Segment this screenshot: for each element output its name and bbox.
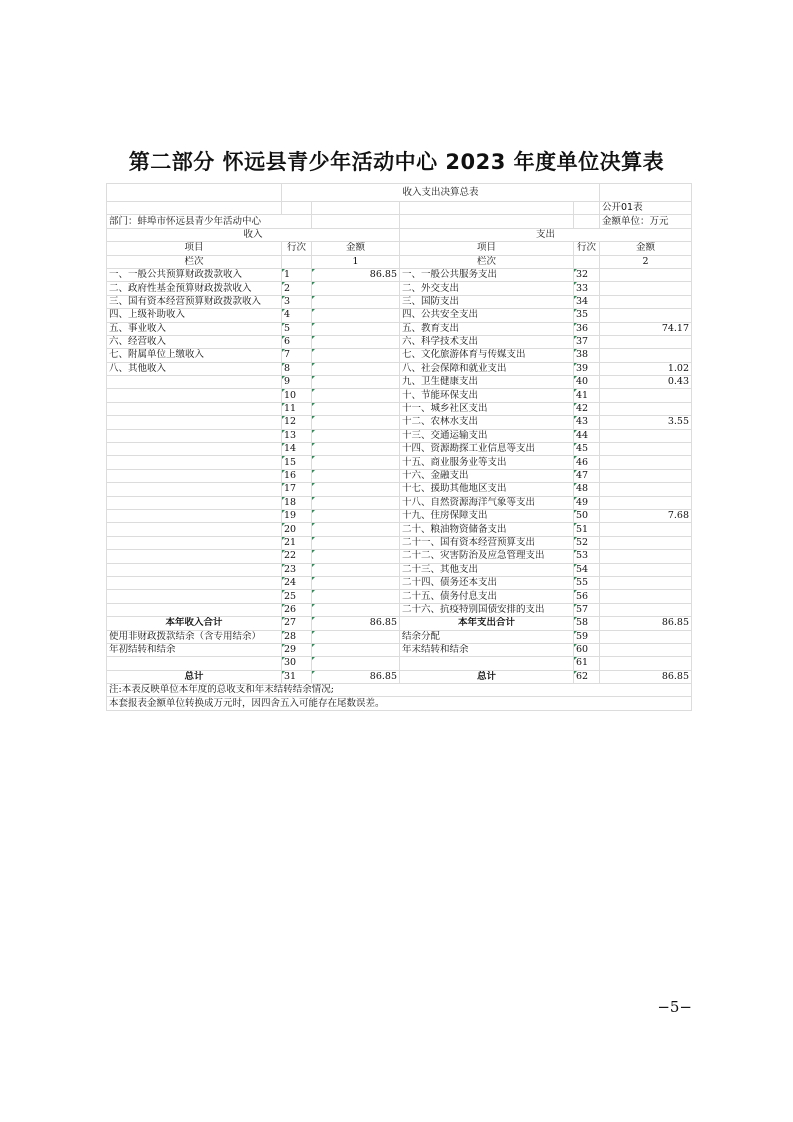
expense-amount-cell: 74.17 bbox=[600, 322, 692, 335]
expense-item-cell: 本年支出合计 bbox=[400, 617, 574, 630]
income-row-number: 14 bbox=[282, 443, 312, 456]
income-amount-cell bbox=[312, 402, 400, 415]
expense-amount-cell bbox=[600, 496, 692, 509]
table-row bbox=[107, 617, 692, 630]
income-row-number: 5 bbox=[282, 322, 312, 335]
page-title: 第二部分 怀远县青少年活动中心 2023 年度单位决算表 bbox=[128, 150, 665, 174]
income-row-number: 27 bbox=[282, 617, 312, 630]
income-amount-cell bbox=[312, 523, 400, 536]
expense-row-number: 49 bbox=[574, 496, 600, 509]
table-row bbox=[107, 309, 692, 322]
income-row-number: 11 bbox=[282, 402, 312, 415]
table-row bbox=[107, 590, 692, 603]
lanci-number: 1 bbox=[312, 255, 400, 268]
expense-amount-cell bbox=[600, 563, 692, 576]
form-no-row bbox=[107, 202, 692, 215]
expense-row-number: 60 bbox=[574, 643, 600, 656]
income-row-number: 23 bbox=[282, 563, 312, 576]
expense-row-number: 35 bbox=[574, 309, 600, 322]
expense-row-number: 34 bbox=[574, 295, 600, 308]
table-row bbox=[107, 509, 692, 522]
income-row-number: 25 bbox=[282, 590, 312, 603]
income-item-cell bbox=[107, 402, 282, 415]
income-item-cell bbox=[107, 523, 282, 536]
expense-amount-cell bbox=[600, 443, 692, 456]
expense-item-cell: 十七、援助其他地区支出 bbox=[400, 483, 574, 496]
table-row bbox=[107, 576, 692, 589]
expense-row-number: 41 bbox=[574, 389, 600, 402]
income-item-cell bbox=[107, 376, 282, 389]
income-amount-cell bbox=[312, 322, 400, 335]
income-row-number: 8 bbox=[282, 362, 312, 375]
expense-item-cell: 八、社会保障和就业支出 bbox=[400, 362, 574, 375]
table-row bbox=[107, 630, 692, 643]
income-row-number: 12 bbox=[282, 416, 312, 429]
table-row bbox=[107, 483, 692, 496]
income-amount-cell bbox=[312, 349, 400, 362]
income-row-number: 19 bbox=[282, 509, 312, 522]
income-amount-cell bbox=[312, 469, 400, 482]
table-row bbox=[107, 456, 692, 469]
expense-amount-cell: 3.55 bbox=[600, 416, 692, 429]
income-amount-cell bbox=[312, 590, 400, 603]
expense-item-cell: 十二、农林水支出 bbox=[400, 416, 574, 429]
income-amount-cell bbox=[312, 389, 400, 402]
expense-row-number: 42 bbox=[574, 402, 600, 415]
income-row-number: 3 bbox=[282, 295, 312, 308]
income-amount-cell bbox=[312, 657, 400, 670]
expense-row-number: 33 bbox=[574, 282, 600, 295]
expense-amount-cell bbox=[600, 590, 692, 603]
expense-item-cell bbox=[400, 657, 574, 670]
expense-item-cell: 十、节能环保支出 bbox=[400, 389, 574, 402]
expense-amount-cell bbox=[600, 630, 692, 643]
income-item-cell bbox=[107, 429, 282, 442]
income-item-cell: 五、事业收入 bbox=[107, 322, 282, 335]
col-amount-header: 金额 bbox=[600, 242, 692, 255]
expense-row-number: 40 bbox=[574, 376, 600, 389]
expense-amount-cell bbox=[600, 550, 692, 563]
income-amount-cell bbox=[312, 483, 400, 496]
income-item-cell: 年初结转和结余 bbox=[107, 643, 282, 656]
income-item-cell: 三、国有资本经营预算财政拨款收入 bbox=[107, 295, 282, 308]
income-row-number: 6 bbox=[282, 335, 312, 348]
income-amount-cell bbox=[312, 576, 400, 589]
expense-amount-cell: 0.43 bbox=[600, 376, 692, 389]
expense-row-number: 56 bbox=[574, 590, 600, 603]
income-row-number: 18 bbox=[282, 496, 312, 509]
table-row bbox=[107, 402, 692, 415]
expense-row-number: 36 bbox=[574, 322, 600, 335]
expense-item-cell: 五、教育支出 bbox=[400, 322, 574, 335]
expense-header: 支出 bbox=[400, 228, 692, 241]
income-item-cell bbox=[107, 496, 282, 509]
expense-item-cell: 十三、交通运输支出 bbox=[400, 429, 574, 442]
income-row-number: 4 bbox=[282, 309, 312, 322]
income-row-number: 1 bbox=[282, 268, 312, 281]
expense-item-cell: 二、外交支出 bbox=[400, 282, 574, 295]
expense-amount-cell bbox=[600, 268, 692, 281]
income-amount-cell bbox=[312, 536, 400, 549]
income-item-cell: 七、附属单位上缴收入 bbox=[107, 349, 282, 362]
expense-item-cell: 二十一、国有资本经营预算支出 bbox=[400, 536, 574, 549]
col-row-header: 行次 bbox=[574, 242, 600, 255]
table-row bbox=[107, 349, 692, 362]
expense-amount-cell bbox=[600, 389, 692, 402]
expense-item-cell: 十六、金融支出 bbox=[400, 469, 574, 482]
income-expense-table bbox=[106, 183, 692, 711]
expense-row-number: 38 bbox=[574, 349, 600, 362]
expense-amount-cell bbox=[600, 576, 692, 589]
income-item-cell bbox=[107, 576, 282, 589]
expense-amount-cell bbox=[600, 523, 692, 536]
income-row-number: 26 bbox=[282, 603, 312, 616]
lanci-label: 栏次 bbox=[107, 255, 282, 268]
col-item-header: 项目 bbox=[107, 242, 282, 255]
lanci-label: 栏次 bbox=[400, 255, 574, 268]
expense-item-cell: 三、国防支出 bbox=[400, 295, 574, 308]
income-item-cell: 四、上级补助收入 bbox=[107, 309, 282, 322]
expense-amount-cell: 86.85 bbox=[600, 617, 692, 630]
expense-amount-cell bbox=[600, 456, 692, 469]
table-row bbox=[107, 429, 692, 442]
expense-item-cell: 十八、自然资源海洋气象等支出 bbox=[400, 496, 574, 509]
table-row bbox=[107, 335, 692, 348]
income-amount-cell bbox=[312, 362, 400, 375]
expense-item-cell: 二十三、其他支出 bbox=[400, 563, 574, 576]
table-row bbox=[107, 389, 692, 402]
expense-item-cell: 一、一般公共服务支出 bbox=[400, 268, 574, 281]
expense-row-number: 45 bbox=[574, 443, 600, 456]
col-row-header: 行次 bbox=[282, 242, 312, 255]
income-row-number: 30 bbox=[282, 657, 312, 670]
income-item-cell bbox=[107, 483, 282, 496]
note-text: 本套报表金额单位转换成万元时，因四舍五入可能存在尾数误差。 bbox=[107, 697, 692, 710]
expense-amount-cell bbox=[600, 282, 692, 295]
expense-amount-cell: 7.68 bbox=[600, 509, 692, 522]
expense-amount-cell bbox=[600, 295, 692, 308]
expense-amount-cell bbox=[600, 483, 692, 496]
expense-item-cell: 二十、粮油物资储备支出 bbox=[400, 523, 574, 536]
income-row-number: 7 bbox=[282, 349, 312, 362]
income-row-number: 24 bbox=[282, 576, 312, 589]
lanci-number: 2 bbox=[600, 255, 692, 268]
table-row bbox=[107, 295, 692, 308]
expense-amount-cell bbox=[600, 469, 692, 482]
form-number: 公开01表 bbox=[600, 202, 692, 215]
table-row bbox=[107, 268, 692, 281]
col-item-header: 项目 bbox=[400, 242, 574, 255]
income-amount-cell bbox=[312, 416, 400, 429]
income-row-number: 22 bbox=[282, 550, 312, 563]
section-header-row bbox=[107, 228, 692, 241]
expense-row-number: 55 bbox=[574, 576, 600, 589]
income-item-cell bbox=[107, 443, 282, 456]
expense-item-cell: 二十二、灾害防治及应急管理支出 bbox=[400, 550, 574, 563]
income-amount-cell bbox=[312, 563, 400, 576]
page-number: −5− bbox=[657, 998, 692, 1016]
income-amount-cell bbox=[312, 550, 400, 563]
income-amount-cell bbox=[312, 603, 400, 616]
expense-item-cell: 总计 bbox=[400, 670, 574, 683]
income-amount-cell: 86.85 bbox=[312, 268, 400, 281]
income-amount-cell bbox=[312, 496, 400, 509]
expense-row-number: 51 bbox=[574, 523, 600, 536]
income-amount-cell bbox=[312, 429, 400, 442]
income-amount-cell bbox=[312, 456, 400, 469]
table-row bbox=[107, 670, 692, 683]
table-row bbox=[107, 282, 692, 295]
income-amount-cell bbox=[312, 376, 400, 389]
department-label: 部门：蚌埠市怀远县青少年活动中心 bbox=[107, 215, 312, 228]
expense-amount-cell: 86.85 bbox=[600, 670, 692, 683]
expense-item-cell: 二十五、债务付息支出 bbox=[400, 590, 574, 603]
income-amount-cell bbox=[312, 630, 400, 643]
table-row bbox=[107, 563, 692, 576]
expense-row-number: 58 bbox=[574, 617, 600, 630]
expense-row-number: 44 bbox=[574, 429, 600, 442]
income-amount-cell bbox=[312, 282, 400, 295]
note-row bbox=[107, 684, 692, 697]
income-item-cell: 六、经营收入 bbox=[107, 335, 282, 348]
expense-item-cell: 十一、城乡社区支出 bbox=[400, 402, 574, 415]
expense-item-cell: 年末结转和结余 bbox=[400, 643, 574, 656]
income-amount-cell bbox=[312, 643, 400, 656]
expense-row-number: 53 bbox=[574, 550, 600, 563]
expense-row-number: 62 bbox=[574, 670, 600, 683]
expense-item-cell: 十五、商业服务业等支出 bbox=[400, 456, 574, 469]
income-row-number: 16 bbox=[282, 469, 312, 482]
income-item-cell bbox=[107, 590, 282, 603]
income-header: 收入 bbox=[107, 228, 400, 241]
dept-row bbox=[107, 215, 692, 228]
expense-row-number: 57 bbox=[574, 603, 600, 616]
table-row bbox=[107, 536, 692, 549]
income-amount-cell bbox=[312, 295, 400, 308]
table-row bbox=[107, 496, 692, 509]
col-amount-header: 金额 bbox=[312, 242, 400, 255]
expense-amount-cell bbox=[600, 335, 692, 348]
table-row bbox=[107, 523, 692, 536]
income-amount-cell bbox=[312, 335, 400, 348]
sheet-title: 收入支出决算总表 bbox=[282, 184, 600, 202]
income-item-cell: 本年收入合计 bbox=[107, 617, 282, 630]
income-amount-cell bbox=[312, 309, 400, 322]
expense-amount-cell bbox=[600, 309, 692, 322]
table-row bbox=[107, 322, 692, 335]
expense-item-cell: 二十六、抗疫特别国债安排的支出 bbox=[400, 603, 574, 616]
expense-amount-cell: 1.02 bbox=[600, 362, 692, 375]
expense-row-number: 39 bbox=[574, 362, 600, 375]
expense-amount-cell bbox=[600, 402, 692, 415]
unit-label: 金额单位：万元 bbox=[600, 215, 692, 228]
income-amount-cell: 86.85 bbox=[312, 617, 400, 630]
expense-item-cell: 九、卫生健康支出 bbox=[400, 376, 574, 389]
expense-item-cell: 六、科学技术支出 bbox=[400, 335, 574, 348]
income-item-cell bbox=[107, 509, 282, 522]
income-item-cell: 使用非财政拨款结余（含专用结余） bbox=[107, 630, 282, 643]
table-row bbox=[107, 443, 692, 456]
expense-row-number: 32 bbox=[574, 268, 600, 281]
income-item-cell: 一、一般公共预算财政拨款收入 bbox=[107, 268, 282, 281]
table-row bbox=[107, 603, 692, 616]
expense-amount-cell bbox=[600, 643, 692, 656]
expense-amount-cell bbox=[600, 657, 692, 670]
expense-row-number: 46 bbox=[574, 456, 600, 469]
expense-row-number: 59 bbox=[574, 630, 600, 643]
expense-row-number: 50 bbox=[574, 509, 600, 522]
expense-amount-cell bbox=[600, 603, 692, 616]
income-row-number: 29 bbox=[282, 643, 312, 656]
income-item-cell bbox=[107, 416, 282, 429]
expense-row-number: 43 bbox=[574, 416, 600, 429]
income-row-number: 9 bbox=[282, 376, 312, 389]
expense-item-cell: 十四、资源勘探工业信息等支出 bbox=[400, 443, 574, 456]
income-item-cell: 八、其他收入 bbox=[107, 362, 282, 375]
income-item-cell: 总计 bbox=[107, 670, 282, 683]
income-item-cell bbox=[107, 456, 282, 469]
income-item-cell bbox=[107, 389, 282, 402]
table-row bbox=[107, 362, 692, 375]
income-row-number: 21 bbox=[282, 536, 312, 549]
income-row-number: 2 bbox=[282, 282, 312, 295]
income-item-cell bbox=[107, 657, 282, 670]
expense-row-number: 52 bbox=[574, 536, 600, 549]
income-item-cell bbox=[107, 536, 282, 549]
income-item-cell bbox=[107, 550, 282, 563]
income-item-cell bbox=[107, 469, 282, 482]
expense-item-cell: 二十四、债务还本支出 bbox=[400, 576, 574, 589]
expense-amount-cell bbox=[600, 349, 692, 362]
income-row-number: 10 bbox=[282, 389, 312, 402]
table-row bbox=[107, 643, 692, 656]
income-row-number: 20 bbox=[282, 523, 312, 536]
table-row bbox=[107, 376, 692, 389]
income-item-cell bbox=[107, 603, 282, 616]
expense-item-cell: 结余分配 bbox=[400, 630, 574, 643]
column-header-row bbox=[107, 242, 692, 255]
income-row-number: 31 bbox=[282, 670, 312, 683]
expense-row-number: 61 bbox=[574, 657, 600, 670]
expense-row-number: 48 bbox=[574, 483, 600, 496]
lanci-row bbox=[107, 255, 692, 268]
income-row-number: 15 bbox=[282, 456, 312, 469]
income-item-cell bbox=[107, 563, 282, 576]
income-amount-cell bbox=[312, 443, 400, 456]
income-row-number: 28 bbox=[282, 630, 312, 643]
table-row bbox=[107, 657, 692, 670]
income-row-number: 13 bbox=[282, 429, 312, 442]
expense-item-cell: 七、文化旅游体育与传媒支出 bbox=[400, 349, 574, 362]
note-row bbox=[107, 697, 692, 710]
table-row bbox=[107, 550, 692, 563]
income-item-cell: 二、政府性基金预算财政拨款收入 bbox=[107, 282, 282, 295]
expense-item-cell: 四、公共安全支出 bbox=[400, 309, 574, 322]
expense-amount-cell bbox=[600, 536, 692, 549]
expense-item-cell: 十九、住房保障支出 bbox=[400, 509, 574, 522]
income-amount-cell: 86.85 bbox=[312, 670, 400, 683]
table-row bbox=[107, 469, 692, 482]
sheet-title-row bbox=[107, 184, 692, 202]
expense-amount-cell bbox=[600, 429, 692, 442]
income-amount-cell bbox=[312, 509, 400, 522]
note-text: 注:本表反映单位本年度的总收支和年末结转结余情况; bbox=[107, 684, 692, 697]
expense-row-number: 37 bbox=[574, 335, 600, 348]
expense-row-number: 47 bbox=[574, 469, 600, 482]
table-row bbox=[107, 416, 692, 429]
income-row-number: 17 bbox=[282, 483, 312, 496]
expense-row-number: 54 bbox=[574, 563, 600, 576]
